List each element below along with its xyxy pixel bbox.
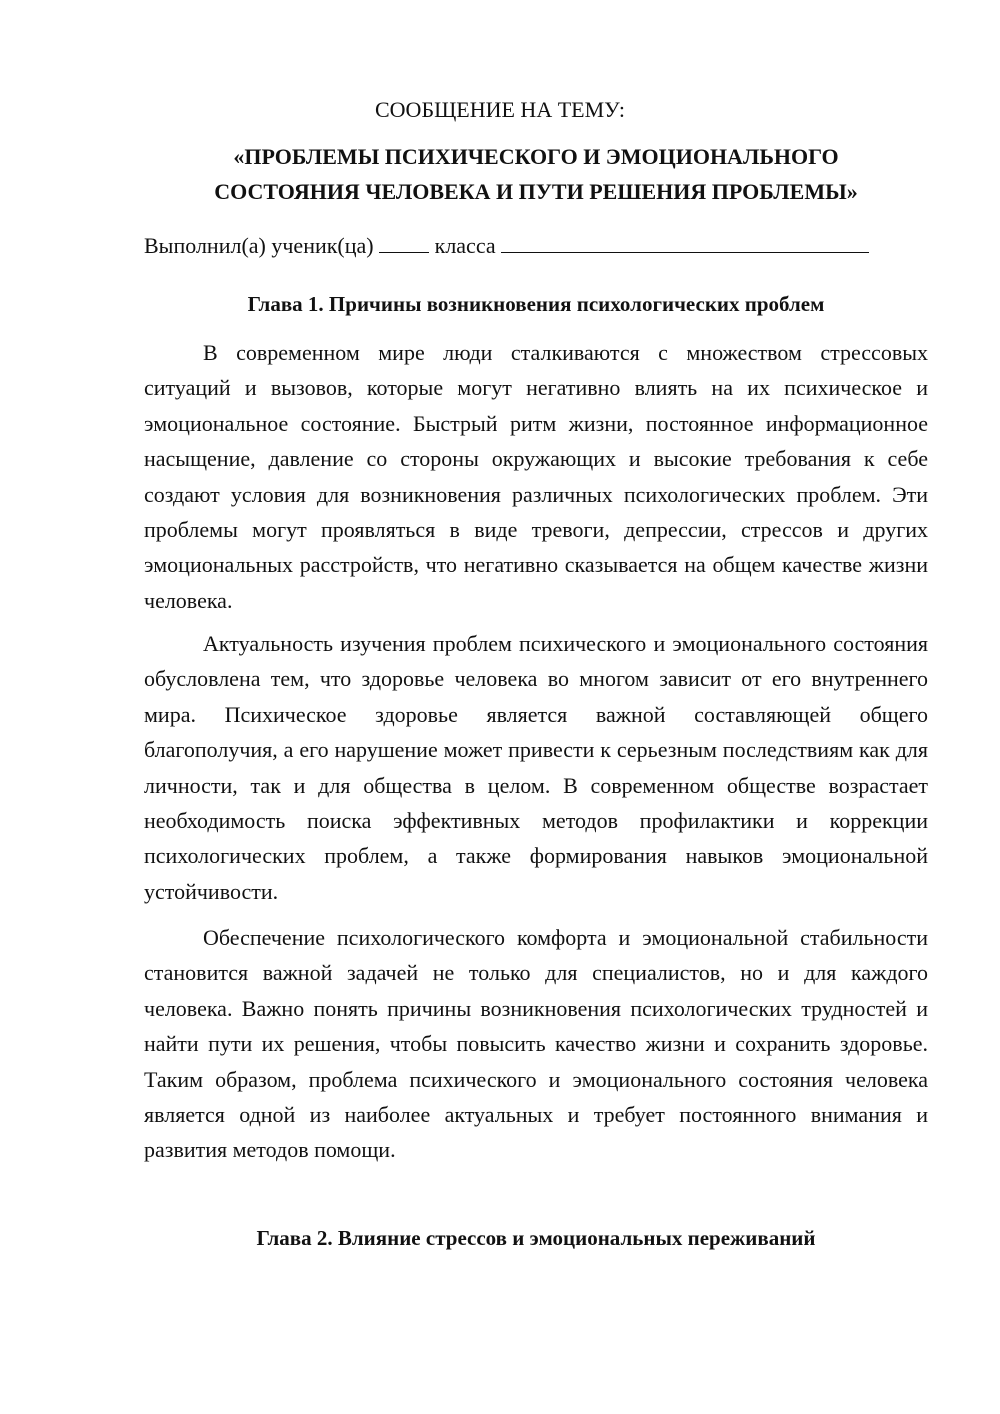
- chapter-1-paragraph-1: В современном мире люди сталкиваются с множеством стрессовых ситуаций и вызовов, которые могут негативно влиять на их психическое и эмоциональное состояние. Быстрый ритм жизни, постоянное информационное насыщение, давление со стороны окружающих и высокие требования к себе создают условия для возникновения различных психологических проблем. Эти проблемы могут проявляться в виде тревоги, депрессии, стрессов и других эмоциональных расстройств, что негативно сказывается на общем качестве жизни человека.: [144, 340, 928, 613]
- author-line: [144, 232, 934, 260]
- performed-by-label: Выполнил(а) ученик(ца): [144, 233, 374, 258]
- class-label: класса: [434, 233, 496, 258]
- chapter-1-heading: Глава 1. Причины возникновения психологических проблем: [247, 292, 825, 316]
- chapter-1-paragraph-2: Актуальность изучения проблем психического и эмоционального состояния обусловлена тем, что здоровье человека во многом зависит от его внутреннего мира. Психическое здоровье является важной составляющей общего благополучия, а его нарушение может привести к серьезным последствиям как для личности, так и для общества в целом. В современном обществе возрастает необходимость поиска эффективных методов профилактики и коррекции психологических проблем, а также формирования навыков эмоциональной устойчивости.: [144, 631, 928, 904]
- chapter-2-heading: Глава 2. Влияние стрессов и эмоциональных переживаний: [256, 1226, 816, 1250]
- student-name-blank: [501, 232, 869, 253]
- title-line-2: СОСТОЯНИЯ ЧЕЛОВЕКА И ПУТИ РЕШЕНИЯ ПРОБЛЕМЫ»: [214, 179, 858, 204]
- class-number-blank: [379, 232, 429, 253]
- chapter-1-paragraph-3: Обеспечение психологического комфорта и эмоциональной стабильности становится важной задачей не только для специалистов, но и для каждого человека. Важно понять причины возникновения психологических трудностей и найти пути их решения, чтобы повысить качество жизни и сохранить здоровье. Таким образом, проблема психического и эмоционального состояния человека является одной из наиболее актуальных и требует постоянного внимания и развития методов помощи.: [144, 925, 928, 1163]
- title-line-1: «ПРОБЛЕМЫ ПСИХИЧЕСКОГО И ЭМОЦИОНАЛЬНОГО: [233, 144, 839, 169]
- subject-line: СООБЩЕНИЕ НА ТЕМУ:: [375, 97, 625, 122]
